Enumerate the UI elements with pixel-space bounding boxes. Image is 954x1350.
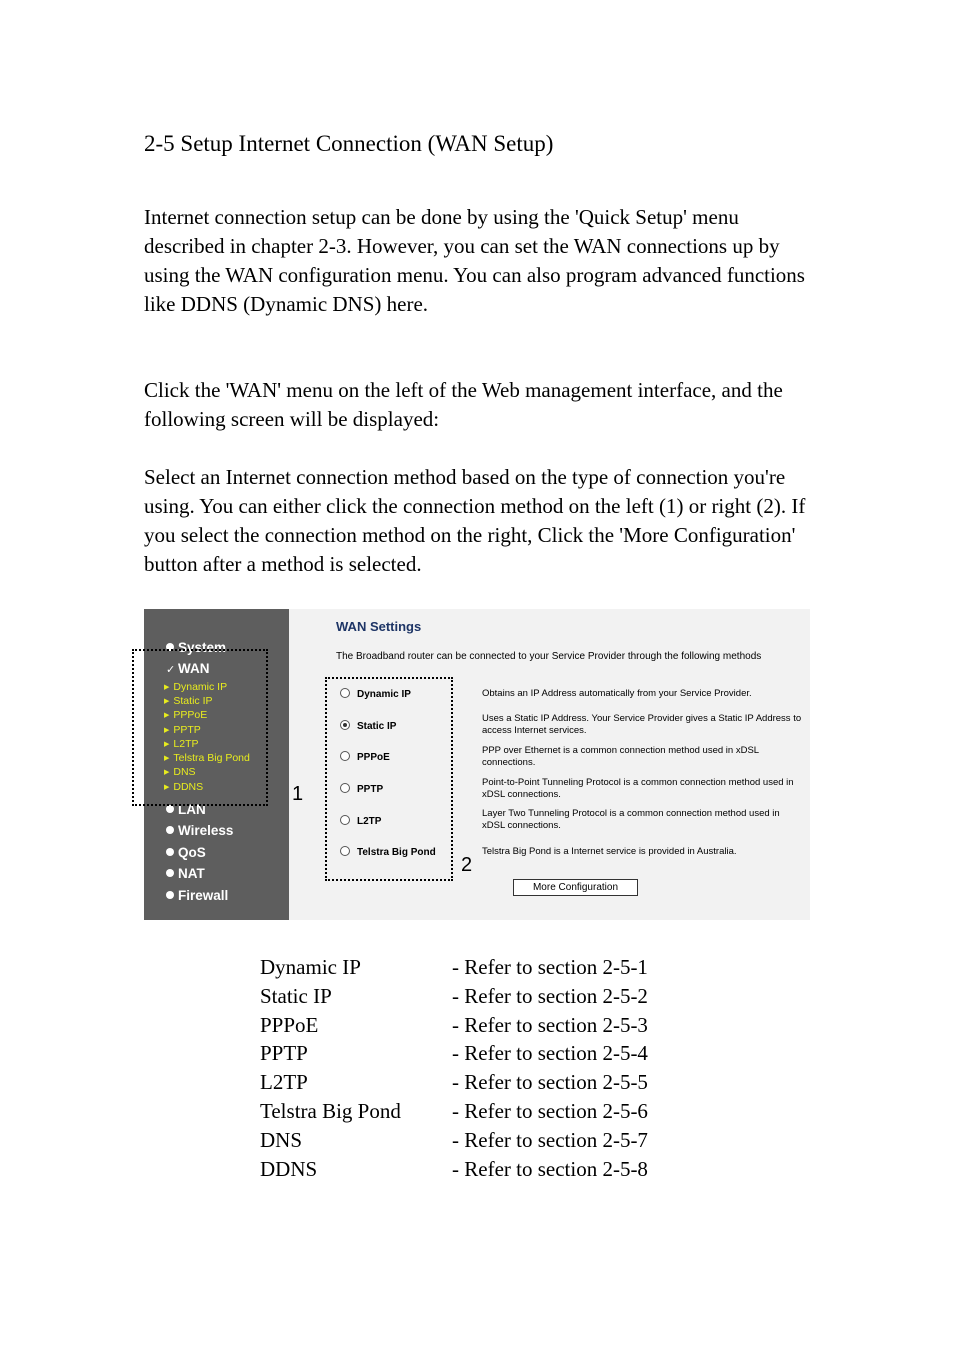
reference-name: DNS (260, 1128, 303, 1152)
option-description: Point-to-Point Tunneling Protocol is a common connection method used in xDSL connections. (482, 777, 794, 800)
callout-number-1: 1 (292, 783, 304, 805)
option-l2tp[interactable]: L2TP (340, 815, 381, 827)
wan-settings-intro: The Broadband router can be connected to your Service Provider through the following methods (336, 651, 762, 662)
triangle-right-icon: ▶ (164, 769, 170, 776)
wan-settings-title: WAN Settings (336, 619, 422, 634)
triangle-right-icon: ▶ (164, 698, 170, 705)
option-description: Telstra Big Pond is a Internet service is provided in Australia. (482, 846, 737, 857)
reference-section: - Refer to section 2-5-8 (452, 1157, 648, 1181)
bullet-icon (166, 891, 174, 899)
option-description: Obtains an IP Address automatically from your Service Provider. (482, 688, 752, 699)
sidebar-item-wan[interactable]: ✓ WAN (166, 661, 210, 676)
sidebar-subitem-static-ip[interactable]: ▶ Static IP (164, 695, 213, 707)
sidebar-item-firewall[interactable]: Firewall (166, 888, 228, 904)
reference-name: PPPoE (260, 1013, 319, 1037)
sidebar-item-system[interactable]: System (166, 640, 226, 656)
reference-name: DDNS (260, 1157, 318, 1181)
radio-button[interactable] (340, 688, 350, 698)
reference-section: - Refer to section 2-5-5 (452, 1070, 648, 1094)
reference-section: - Refer to section 2-5-6 (452, 1099, 648, 1123)
callout-number-2: 2 (461, 854, 473, 876)
triangle-right-icon: ▶ (164, 712, 170, 719)
reference-name: Telstra Big Pond (260, 1099, 401, 1123)
option-pptp[interactable]: PPTP (340, 783, 383, 795)
section-heading: 2-5 Setup Internet Connection (WAN Setup) (144, 131, 554, 156)
option-description: PPP over Ethernet is a common connection method used in xDSL connections. (482, 745, 759, 768)
bullet-icon (166, 826, 174, 834)
reference-name: PPTP (260, 1041, 308, 1065)
callout-box-left (132, 649, 268, 806)
radio-button[interactable] (340, 751, 350, 761)
option-static-ip[interactable]: Static IP (340, 720, 396, 732)
selection-paragraph: Select an Internet connection method based on the type of connection you're using. You can either click the connection method on the left (1) or right (2). If you select the connection method on the right, Click the 'More Configuration' button after a method is selected. (144, 465, 806, 576)
reference-name: L2TP (260, 1070, 308, 1094)
triangle-right-icon: ▶ (164, 684, 170, 691)
reference-name: Dynamic IP (260, 955, 361, 979)
intro-paragraph: Internet connection setup can be done by using the 'Quick Setup' menu described in chapter 2-3. However, you can set the WAN connections up by using the WAN configuration menu. You can also program advanced functions like DDNS (Dynamic DNS) here. (144, 205, 805, 316)
sidebar-subitem-pppoe[interactable]: ▶ PPPoE (164, 709, 208, 721)
radio-button[interactable] (340, 815, 350, 825)
sidebar-subitem-telstra[interactable]: ▶ Telstra Big Pond (164, 752, 250, 764)
bullet-icon (166, 869, 174, 877)
option-dynamic-ip[interactable]: Dynamic IP (340, 688, 411, 700)
bullet-icon (166, 848, 174, 856)
sidebar-subitem-dns[interactable]: ▶ DNS (164, 766, 196, 778)
reference-section: - Refer to section 2-5-7 (452, 1128, 648, 1152)
sidebar-item-wireless[interactable]: Wireless (166, 823, 233, 839)
triangle-right-icon: ▶ (164, 784, 170, 791)
bullet-icon (166, 805, 174, 813)
option-description: Uses a Static IP Address. Your Service Provider gives a Static IP Address to access Internet services. (482, 713, 802, 736)
radio-button[interactable] (340, 846, 350, 856)
sidebar-subitem-pptp[interactable]: ▶ PPTP (164, 724, 201, 736)
option-telstra-big-pond[interactable]: Telstra Big Pond (340, 846, 436, 858)
option-pppoe[interactable]: PPPoE (340, 751, 390, 763)
sidebar-subitem-ddns[interactable]: ▶ DDNS (164, 781, 204, 793)
triangle-right-icon: ▶ (164, 727, 170, 734)
reference-section: - Refer to section 2-5-4 (452, 1041, 648, 1065)
reference-section: - Refer to section 2-5-3 (452, 1013, 648, 1037)
radio-button[interactable] (340, 783, 350, 793)
option-description: Layer Two Tunneling Protocol is a common connection method used in xDSL connections. (482, 808, 780, 831)
more-configuration-button[interactable]: More Configuration (513, 879, 638, 896)
check-icon: ✓ (166, 664, 176, 676)
sidebar-item-nat[interactable]: NAT (166, 866, 205, 882)
triangle-right-icon: ▶ (164, 741, 170, 748)
sidebar-item-qos[interactable]: QoS (166, 845, 206, 861)
triangle-right-icon: ▶ (164, 755, 170, 762)
sidebar-item-lan[interactable]: LAN (166, 802, 206, 818)
reference-section: - Refer to section 2-5-2 (452, 984, 648, 1008)
sidebar-subitem-l2tp[interactable]: ▶ L2TP (164, 738, 199, 750)
instruction-paragraph: Click the 'WAN' menu on the left of the Web management interface, and the following screen will be displayed: (144, 378, 783, 431)
radio-button-selected[interactable] (340, 720, 350, 730)
reference-name: Static IP (260, 984, 332, 1008)
wan-settings-screenshot (144, 609, 810, 920)
reference-section: - Refer to section 2-5-1 (452, 955, 648, 979)
sidebar-subitem-dynamic-ip[interactable]: ▶ Dynamic IP (164, 681, 228, 693)
